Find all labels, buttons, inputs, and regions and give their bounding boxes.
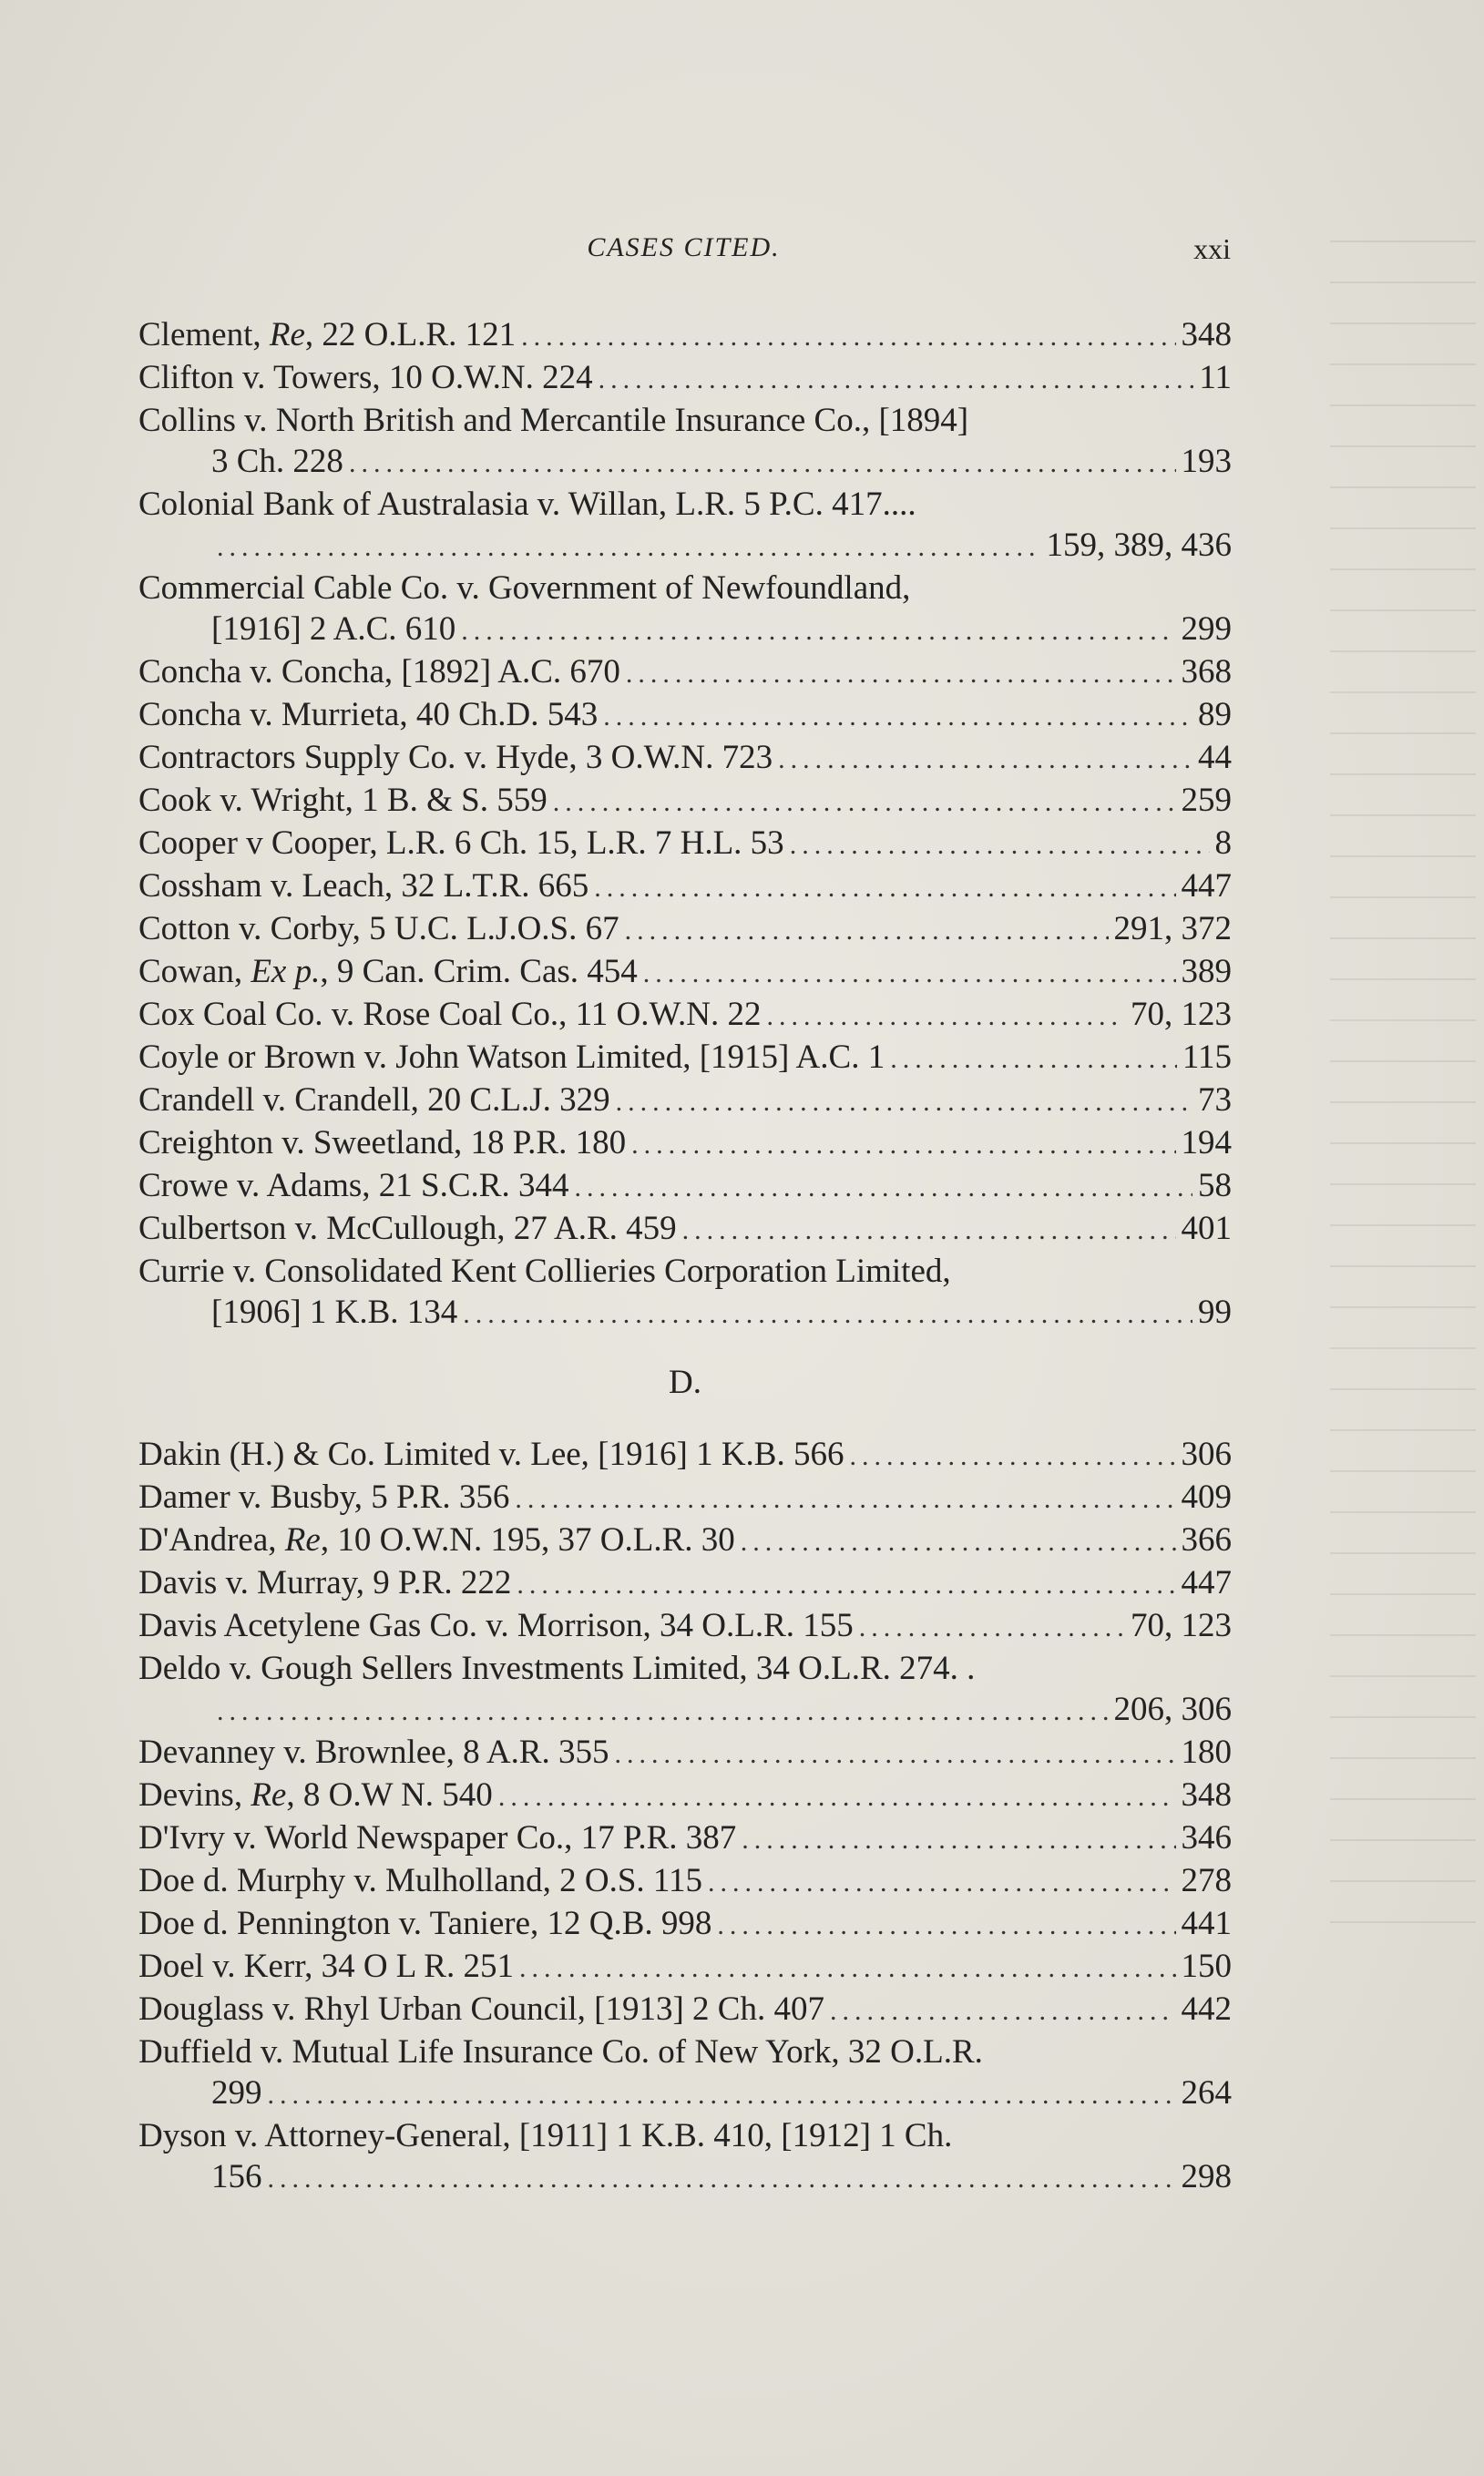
case-name: Concha v. Murrieta, 40 Ch.D. 543	[138, 696, 599, 733]
leader-dots	[682, 1210, 1176, 1251]
case-name: Culbertson v. McCullough, 27 A.R. 459	[138, 1210, 677, 1247]
page-ref: 306	[1181, 1436, 1232, 1473]
header-title: CASES CITED.	[587, 232, 781, 262]
case-name: Currie v. Consolidated Kent Collieries Corporation Limited,	[138, 1253, 951, 1290]
case-name: Doel v. Kerr, 34 O L R. 251	[138, 1948, 514, 1985]
page-ref: 159, 389, 436	[1046, 527, 1232, 564]
leader-dots	[553, 782, 1176, 823]
case-name: Contractors Supply Co. v. Hyde, 3 O.W.N. 723	[138, 739, 773, 776]
page-ref: 348	[1181, 1776, 1232, 1814]
case-entry: Colonial Bank of Australasia v. Willan, L.R. 5 P.C. 417 .... ..... 159, 389, 436	[138, 484, 1232, 568]
case-entry	[138, 1208, 1232, 1251]
case-name: Collins v. North British and Mercantile Insurance Co., [1894]	[138, 402, 969, 439]
case-name-cont: 3 Ch. 228	[211, 443, 343, 480]
case-entry	[138, 357, 1232, 400]
case-name: Cooper v Cooper, L.R. 6 Ch. 15, L.R. 7 H.L. 53	[138, 824, 784, 862]
case-name: Deldo v. Gough Sellers Investments Limited, 34 O.L.R. 274	[138, 1650, 950, 1687]
page-ref: 150	[1181, 1948, 1232, 1985]
page-ref: 278	[1181, 1862, 1232, 1899]
case-entry	[138, 314, 1232, 357]
leader-dots	[708, 1862, 1175, 1903]
case-entry	[138, 568, 1232, 651]
page-ref: 58	[1198, 1167, 1232, 1204]
case-name: Dyson v. Attorney-General, [1911] 1 K.B. 410, [1912] 1 Ch.	[138, 2117, 953, 2154]
page-ref: 206, 306	[1113, 1691, 1232, 1728]
case-entry	[138, 908, 1232, 951]
leader-dots	[626, 653, 1176, 694]
case-entry	[138, 1562, 1232, 1605]
leader-dots	[625, 910, 1109, 951]
case-entry	[138, 1037, 1232, 1079]
page-ref: 73	[1198, 1081, 1232, 1119]
case-name: Dakin (H.) & Co. Limited v. Lee, [1916] 1 K.B. 566	[138, 1436, 844, 1473]
case-entry	[138, 1165, 1232, 1208]
page-ref: 194	[1181, 1124, 1232, 1161]
case-name: Damer v. Busby, 5 P.R. 356	[138, 1478, 510, 1516]
case-name: Creighton v. Sweetland, 18 P.R. 180	[138, 1124, 627, 1161]
case-name: Commercial Cable Co. v. Government of Newfoundland,	[138, 569, 911, 607]
case-name: Colonial Bank of Australasia v. Willan, L.R. 5 P.C. 417	[138, 486, 883, 523]
leader-dots	[615, 1734, 1176, 1775]
page-ref: 447	[1181, 867, 1232, 905]
case-name: D'Andrea, Re, 10 O.W.N. 195, 37 O.L.R. 30	[138, 1521, 735, 1559]
case-entry	[138, 1477, 1232, 1519]
page-ref: 89	[1198, 696, 1232, 733]
case-entry	[138, 951, 1232, 994]
leader-dots	[463, 1294, 1192, 1335]
leader-dots	[717, 1905, 1175, 1946]
case-name: Duffield v. Mutual Life Insurance Co. of New York, 32 O.L.R.	[138, 2033, 983, 2071]
case-name-cont: [1906] 1 K.B. 134	[211, 1294, 458, 1331]
case-entry	[138, 694, 1232, 737]
page-ref: 368	[1181, 653, 1232, 691]
running-header	[137, 232, 1231, 269]
section-heading: D.	[669, 1364, 701, 1401]
leader-dots	[643, 953, 1176, 994]
case-entry	[138, 823, 1232, 865]
leader-dots	[461, 610, 1175, 651]
case-entry: Deldo v. Gough Sellers Investments Limited, 34 O.L.R. 274 . . ..... 206, 306	[138, 1648, 1232, 1732]
leader-dots	[349, 443, 1176, 484]
case-index	[138, 314, 1232, 2199]
case-name-cont: 299	[211, 2074, 262, 2112]
leader-dots	[742, 1819, 1175, 1860]
leader-dots	[790, 824, 1210, 865]
page-ref: 366	[1181, 1521, 1232, 1559]
page-ref: 99	[1198, 1294, 1232, 1331]
page-ref: 180	[1181, 1734, 1232, 1771]
leader-dots	[830, 1990, 1176, 2031]
leader-dots	[616, 1081, 1192, 1122]
case-entry	[138, 2031, 1232, 2115]
page-ref: 70, 123	[1131, 1607, 1232, 1644]
page-number: xxi	[1193, 232, 1231, 265]
case-name: Coyle or Brown v. John Watson Limited, [1915] A.C. 1	[138, 1038, 885, 1076]
leader-dots	[515, 1478, 1175, 1519]
page-ref: 299	[1181, 610, 1232, 648]
page-ref: 346	[1181, 1819, 1232, 1857]
page-ref: 348	[1181, 316, 1232, 353]
case-name-cont: 156	[211, 2158, 262, 2195]
page-ref: 44	[1198, 739, 1232, 776]
case-entry	[138, 1860, 1232, 1903]
case-entry	[138, 1079, 1232, 1122]
case-entry	[138, 865, 1232, 908]
case-name: Davis v. Murray, 9 P.R. 222	[138, 1564, 512, 1601]
leader-dots	[217, 1691, 1109, 1732]
case-name: Cox Coal Co. v. Rose Coal Co., 11 O.W.N. 22	[138, 996, 762, 1033]
leader-dots	[217, 527, 1041, 568]
page-ref: 70, 123	[1131, 996, 1232, 1033]
case-name: Douglass v. Rhyl Urban Council, [1913] 2 Ch. 407	[138, 1990, 824, 2028]
case-entry	[138, 2115, 1232, 2199]
case-name: Cowan, Ex p., 9 Can. Crim. Cas. 454	[138, 953, 638, 990]
page-ref: 442	[1181, 1990, 1232, 2028]
case-name: Devanney v. Brownlee, 8 A.R. 355	[138, 1734, 609, 1771]
case-entry	[138, 1732, 1232, 1775]
leader-dots	[859, 1607, 1125, 1648]
page-ref: 264	[1181, 2074, 1232, 2112]
case-name: Crandell v. Crandell, 20 C.L.J. 329	[138, 1081, 610, 1119]
page-ref: 298	[1181, 2158, 1232, 2195]
case-name: Devins, Re, 8 O.W N. 540	[138, 1776, 493, 1814]
leader-dots	[603, 696, 1192, 737]
case-entry	[138, 1434, 1232, 1477]
leader-dots	[268, 2158, 1176, 2199]
case-entry	[138, 737, 1232, 780]
case-name: Cotton v. Corby, 5 U.C. L.J.O.S. 67	[138, 910, 619, 947]
leader-dots	[890, 1038, 1177, 1079]
leader-dots	[268, 2074, 1176, 2115]
leader-dots	[599, 359, 1194, 400]
case-entry	[138, 1817, 1232, 1860]
case-entry	[138, 1946, 1232, 1989]
leader-dots	[631, 1124, 1175, 1165]
leader-dots	[498, 1776, 1176, 1817]
case-entry	[138, 1775, 1232, 1817]
page-ref: 8	[1214, 824, 1232, 862]
case-name: Davis Acetylene Gas Co. v. Morrison, 34 O.L.R. 155	[138, 1607, 854, 1644]
case-name: Crowe v. Adams, 21 S.C.R. 344	[138, 1167, 569, 1204]
page-ref: 115	[1182, 1038, 1232, 1076]
case-name: D'Ivry v. World Newspaper Co., 17 P.R. 387	[138, 1819, 737, 1857]
case-name: Doe d. Pennington v. Taniere, 12 Q.B. 998	[138, 1905, 712, 1942]
page-ref: 193	[1181, 443, 1232, 480]
case-entry	[138, 1605, 1232, 1648]
leader-dots	[767, 996, 1126, 1037]
case-name: Cook v. Wright, 1 B. & S. 559	[138, 782, 548, 819]
leader-dots	[517, 1564, 1175, 1605]
page-ref: 11	[1199, 359, 1232, 396]
leader-dots	[574, 1167, 1192, 1208]
case-entry	[138, 1122, 1232, 1165]
leader-dots	[521, 316, 1175, 357]
case-entry	[138, 994, 1232, 1037]
page-ref: 447	[1181, 1564, 1232, 1601]
leader-dots	[741, 1521, 1176, 1562]
page-ref: 259	[1181, 782, 1232, 819]
case-name: Concha v. Concha, [1892] A.C. 670	[138, 653, 620, 691]
case-entry	[138, 1519, 1232, 1562]
case-entry	[138, 651, 1232, 694]
bleed-through-text	[1330, 210, 1476, 1940]
case-entry	[138, 1989, 1232, 2031]
page-ref: 441	[1181, 1905, 1232, 1942]
case-name-cont: [1916] 2 A.C. 610	[211, 610, 456, 648]
case-entry	[138, 780, 1232, 823]
case-entry	[138, 400, 1232, 484]
page-ref: 291, 372	[1113, 910, 1232, 947]
leader-dots	[778, 739, 1192, 780]
case-entry	[138, 1903, 1232, 1946]
case-name: Doe d. Murphy v. Mulholland, 2 O.S. 115	[138, 1862, 703, 1899]
case-entry	[138, 1251, 1232, 1335]
case-name: Clifton v. Towers, 10 O.W.N. 224	[138, 359, 593, 396]
leader-dots	[849, 1436, 1175, 1477]
page-ref: 401	[1181, 1210, 1232, 1247]
page-ref: 409	[1181, 1478, 1232, 1516]
leader-dots	[594, 867, 1175, 908]
page-ref: 389	[1181, 953, 1232, 990]
leader-dots	[519, 1948, 1176, 1989]
case-name: Clement, Re, 22 O.L.R. 121	[138, 316, 517, 353]
case-name: Cossham v. Leach, 32 L.T.R. 665	[138, 867, 589, 905]
